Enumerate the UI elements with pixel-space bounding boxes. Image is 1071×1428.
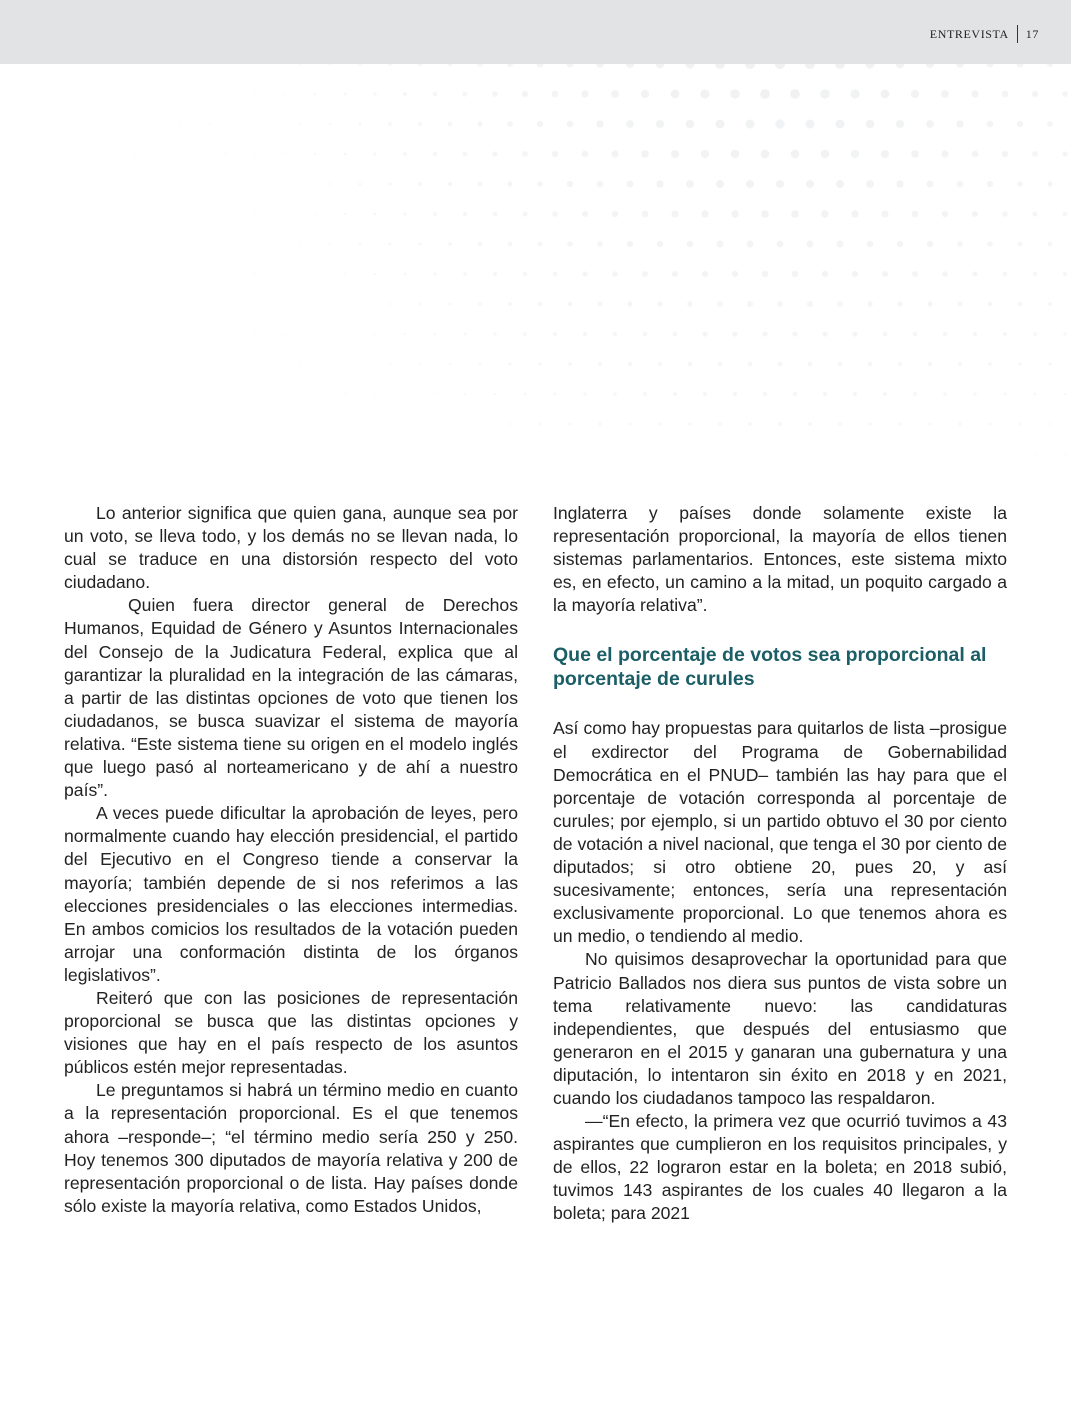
paragraph: Reiteró que con las posiciones de representación proporcional se busca que las distintas opciones y visiones que hay en el país respecto de los asuntos públicos estén mejor representadas. [64, 987, 518, 1078]
left-column [64, 502, 518, 1218]
section-label: ENTREVISTA [929, 26, 1009, 41]
paragraph: Le preguntamos si habrá un término medio en cuanto a la representación proporcional. Es el que tenemos ahora –responde–; “el término medio sería 250 y 250. Hoy tenemos 300 diputados de mayoría relativa y 200 de representación proporcional o de lista. Hay países donde sólo existe la mayoría relativa, como Estados Unidos, [64, 1080, 518, 1216]
paragraph: Así como hay propuestas para quitarlos de lista –prosigue el exdirector del Programa de Gobernabilidad Democrática en el PNUD– también las hay para que el porcentaje de votación corresponda al porcentaje de curules; por ejemplo, si un partido obtuvo el 30 por ciento de votación a nivel nacional, que tenga el 30 por ciento de diputados; si otro obtiene 20, pues 20, y así sucesivamente; entonces, sería una representación exclusivamente proporcional. Lo que tenemos ahora es un medio, o tendiendo al medio. [553, 718, 1007, 947]
paragraph: —“En efecto, la primera vez que ocurrió tuvimos a 43 aspirantes que cumplieron en los requisitos principales, y de ellos, 22 lograron estar en la boleta; en 2018 subió, tuvimos 143 aspirantes de los cuales 40 llegaron a la boleta; para 2021 [553, 1111, 1007, 1224]
paragraph: Inglaterra y países donde solamente existe la representación proporcional, la mayoría de ellos tienen sistemas parlamentarios. Entonces, este sistema mixto es, en efecto, un camino a la mitad, un poquito cargado a la mayoría relativa”. [553, 503, 1007, 616]
running-header [930, 25, 1039, 43]
paragraph: Quien fuera director general de Derechos Humanos, Equidad de Género y Asuntos Internacionales del Consejo de la Judicatura Federal, explica que al garantizar la pluralidad en la integración de las cámaras, a partir de las distintas opciones de voto que tienen los ciudadanos, se busca suavizar el sistema de mayoría relativa. “Este sistema tiene su origen en el modelo inglés que luego pasó al norteamericano y de ahí a nuestro país”. [64, 595, 518, 801]
page-header [0, 0, 1071, 64]
paragraph: Lo anterior significa que quien gana, aunque sea por un voto, se lleva todo, y los demás no se llevan nada, lo cual se traduce en una distorsión respecto del voto ciudadano. [64, 503, 518, 593]
paragraph: No quisimos desaprovechar la oportunidad para que Patricio Ballados nos diera sus puntos de vista sobre un tema relativamente nuevo: las candidaturas independientes, que después del entusiasmo que generaron en el 2015 y ganaran una gubernatura y una diputación, lo intentaron sin éxito en 2018 y en 2021, cuando los ciudadanos tampoco las respaldaron. [553, 949, 1007, 1108]
right-column [553, 502, 1007, 1226]
page-number: 17 [1025, 26, 1039, 41]
section-subheading: Que el porcentaje de votos sea proporcional al porcentaje de curules [553, 644, 987, 690]
header-divider [1017, 25, 1018, 43]
paragraph: A veces puede dificultar la aprobación de leyes, pero normalmente cuando hay elección presidencial, el partido del Ejecutivo en el Congreso tiende a conservar la mayoría; también depende de si nos referimos a las elecciones presidenciales o las elecciones intermedias. En ambos comicios los resultados de la votación pueden arrojar una conformación distinta de los órganos legislativos”. [64, 803, 518, 985]
